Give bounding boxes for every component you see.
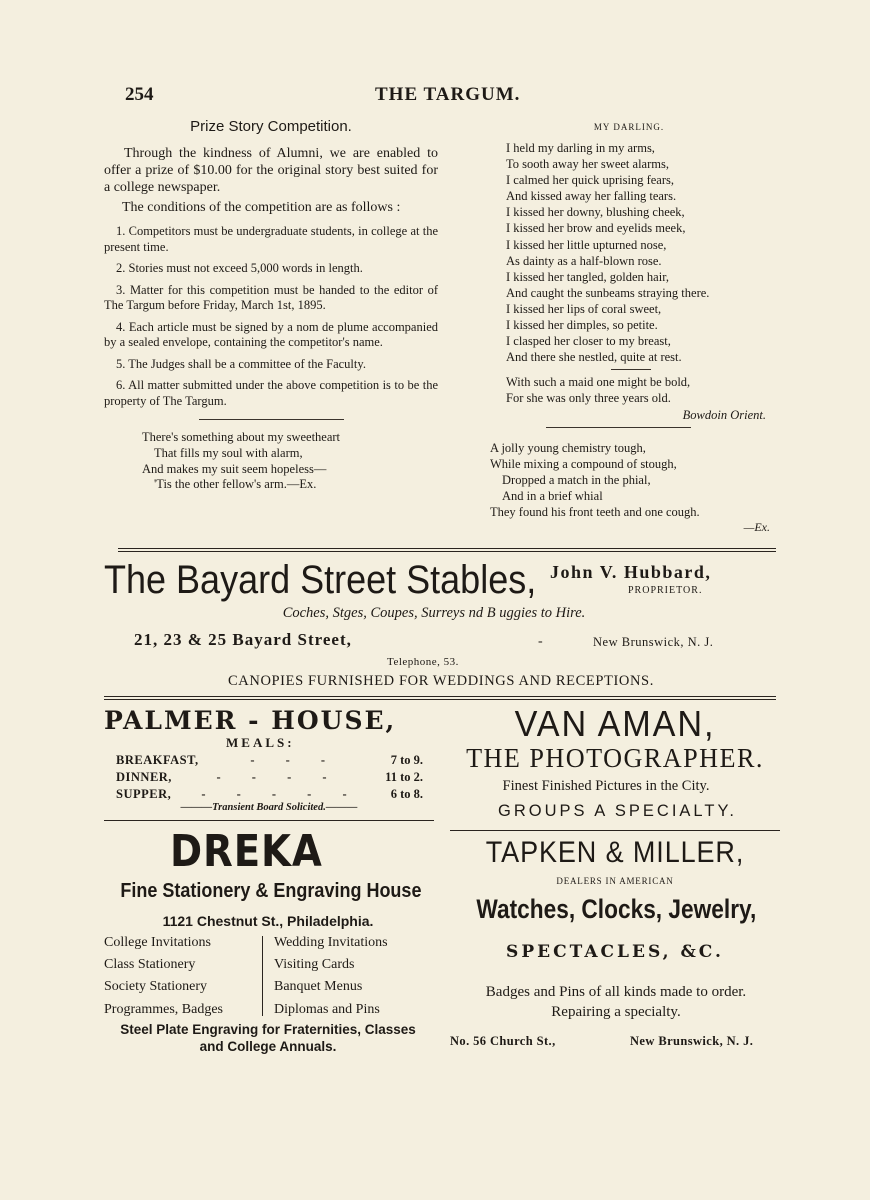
poem-line: Dropped a match in the phial, [502,472,651,487]
meal-leader: - - - - - [201,787,361,801]
dreka-logo: DREKA [170,826,323,877]
palmer-house-title: PALMER - HOUSE, [104,706,397,735]
meals-list [116,753,423,804]
stables-name: The Bayard Street Stables, [104,558,537,602]
stables-city: New Brunswick, N. J. [593,635,714,649]
tapken-badges-line: Badges and Pins of all kinds made to order. [485,984,747,1000]
section-rule [118,548,776,552]
chemistry-limerick [488,440,770,520]
dreka-address: 1121 Chestnut St., Philadelphia. [162,913,374,929]
meal-time: 7 to 9. [390,753,423,767]
vanaman-name: VAN AMAN, [514,703,716,744]
meal-time: 6 to 8. [390,787,423,801]
poem-line: I kissed her tangled, golden hair, [506,269,669,284]
poem-title: MY DARLING. [593,122,665,132]
meal-row [116,770,423,787]
poem-line: For she was only three years old. [506,391,671,406]
tapken-badges [450,983,782,1022]
stables-telephone: Telephone, 53. [387,656,459,668]
ad-divider [104,820,434,821]
poem-line: I kissed her downy, blushing cheek, [506,205,685,220]
poem-line: A jolly young chemistry tough, [490,440,646,455]
product-item: College Invitations [104,935,211,950]
address-dash: - [538,634,543,649]
poem-line: And caught the sunbeams straying there. [506,285,710,300]
meal-name: DINNER, [116,770,172,784]
meal-leader: - - - - [216,770,341,784]
poem-line: I kissed her dimples, so petite. [506,318,658,333]
verse-line: And makes my suit seem hopeless— [142,461,327,476]
poem-line: As dainty as a half-blown rose. [506,253,662,268]
poem-line: I clasped her closer to my breast, [506,334,671,349]
tapken-miller-name: TAPKEN & MILLER, [485,836,745,869]
tapken-spectacles: SPECTACLES, &C. [506,942,724,962]
stables-canopies: CANOPIES FURNISHED FOR WEDDINGS AND RECEPTIONS. [228,673,654,689]
tapken-city: New Brunswick, N. J. [630,1034,754,1048]
poem-line: They found his front teeth and one cough. [490,504,700,519]
poem-line: I kissed her brow and eyelids meek, [506,221,686,236]
proprietor-title: PROPRIETOR. [628,585,703,596]
product-item: Society Stationery [104,979,208,995]
divider [611,369,651,370]
poem-line: And in a brief whial [502,488,603,503]
dreka-subtitle: Fine Stationery & Engraving House [120,880,422,902]
product-item: Programmes, Badges [104,1001,223,1017]
product-item: Diplomas and Pins [274,1001,380,1017]
prize-intro-text: Through the kindness of Alumni, we are enabled to offer a prize of $10.00 for the original story best suited for a college newspaper. [104,146,438,195]
vanaman-tagline: Finest Finished Pictures in the City. [502,778,710,794]
dreka-col-right [274,932,434,1021]
prize-story-column [104,118,438,493]
meal-time: 11 to 2. [385,770,423,784]
poem-line: And kissed away her falling tears. [506,189,677,204]
prize-rules [104,224,438,409]
meal-leader: - - - [250,753,340,767]
running-head [125,80,765,108]
column-separator [262,936,263,1016]
verse-line: There's something about my sweetheart [142,430,341,444]
tapken-badges-line: Repairing a specialty. [551,1003,681,1020]
journal-title: THE TARGUM. [375,84,521,105]
prize-intro [104,145,438,196]
tapken-dealers: DEALERS IN AMERICAN [556,876,674,886]
tapken-goods: Watches, Clocks, Jewelry, [476,894,757,924]
tapken-street: No. 56 Church St., [450,1034,556,1048]
divider [199,419,344,420]
dreka-footer-line: Steel Plate Engraving for Fraternities, Classes [120,1022,416,1037]
verse-line: 'Tis the other fellow's arm.—Ex. [154,477,317,492]
poem-line: I held my darling in my arms, [506,141,655,155]
meal-row [116,753,423,770]
poem-line: While mixing a compound of stough, [490,456,677,471]
stables-address: 21, 23 & 25 Bayard Street, [134,630,352,649]
stables-services: Coches, Stges, Coupes, Surreys nd B uggies to Hire. [282,605,586,621]
proprietor-name: John V. Hubbard, [550,562,712,582]
product-item: Banquet Menus [274,979,363,995]
page-number: 254 [125,84,154,105]
product-item: Wedding Invitations [274,935,388,950]
poem-line: I kissed her little upturned nose, [506,237,667,252]
divider [546,427,691,428]
poem-credit: —Ex. [743,519,770,534]
poem-line: With such a maid one might be bold, [506,375,691,390]
poem-line: And there she nestled, quite at rest. [506,350,682,365]
rule-item: 1. Competitors must be undergraduate students, in college at the present time. [104,224,438,254]
poem-line: I calmed her quick uprising fears, [506,173,674,188]
prize-story-title: Prize Story Competition. [190,118,352,135]
poem-line: To sooth away her sweet alarms, [506,157,669,172]
vanaman-specialty: GROUPS A SPECIALTY. [498,802,737,820]
dreka-footer [102,1021,434,1055]
dreka-col-left [104,932,264,1021]
transient-board-note: ———Transient Board Solicited.——— [180,802,358,813]
section-rule [104,696,776,700]
meal-name: BREAKFAST, [116,753,199,767]
rule-item: 5. The Judges shall be a committee of the Faculty. [116,356,366,371]
sweetheart-verse [104,430,438,493]
rule-item: 2. Stories must not exceed 5,000 words in length. [116,261,363,275]
poem-line: I kissed her lips of coral sweet, [506,301,662,316]
rule-item: 3. Matter for this competition must be handed to the editor of The Targum before Friday, March 1st, 1895. [104,282,438,312]
ad-divider [450,830,780,831]
product-item: Class Stationery [104,957,196,973]
product-item: Visiting Cards [274,957,355,973]
verse-line: That fills my soul with alarm, [154,445,303,460]
prize-conditions: The conditions of the competition are as follows : [122,200,401,215]
my-darling-poem [488,140,770,407]
meal-name: SUPPER, [116,787,172,801]
poem-credit: Bowdoin Orient. [682,407,766,422]
dreka-footer-line: and College Annuals. [199,1039,337,1054]
vanaman-title: THE PHOTOGRAPHER. [466,743,764,773]
meals-heading: MEALS: [226,735,295,750]
rule-item: 4. Each article must be signed by a nom de plume accompanied by a sealed envelope, containing the competitor's name. [104,319,438,349]
poems-column [488,122,770,535]
rule-item: 6. All matter submitted under the above competition is to be the property of The Targum. [104,378,438,408]
